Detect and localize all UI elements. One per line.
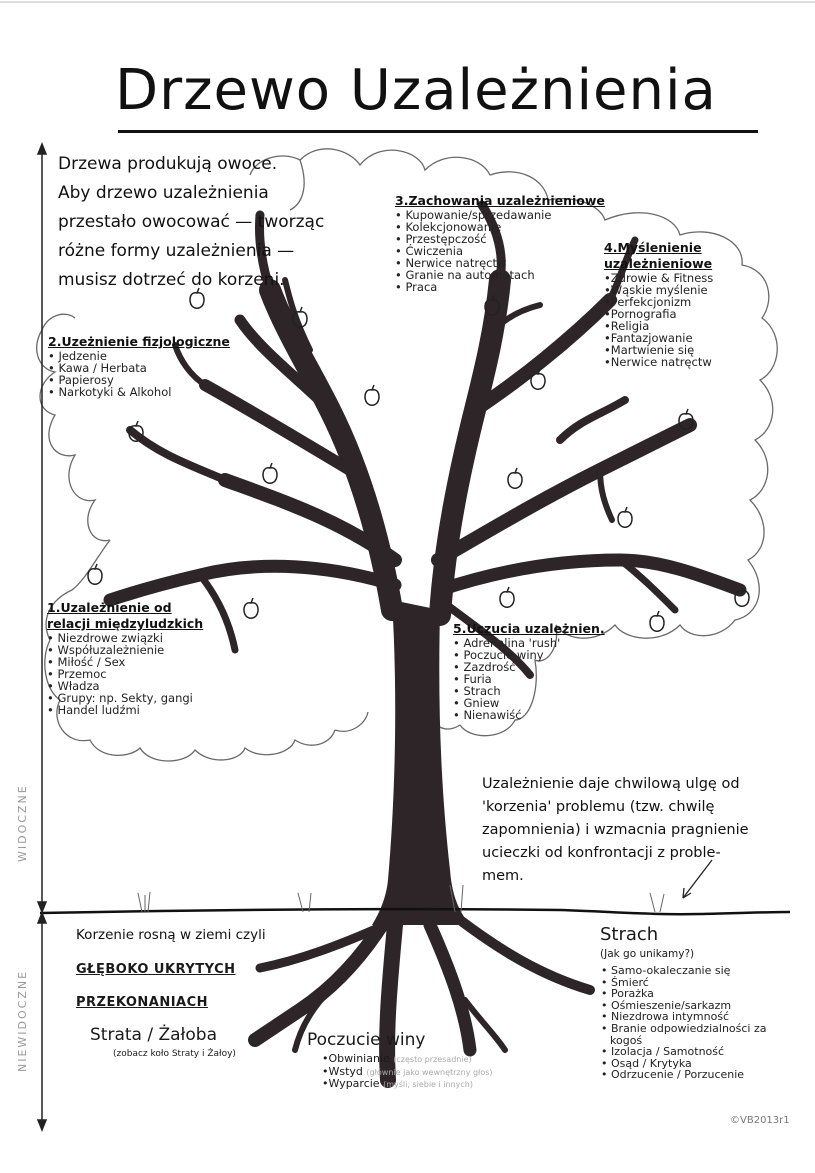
list-item: • Porażka [601,988,767,1000]
note-line: zapomnienia) i wzmacnia pragnienie [482,822,749,838]
list-item: • Kupowanie/sprzedawanie [395,209,605,221]
block-list [48,350,230,398]
intro-line: Drzewa produkują owoce. [58,154,278,174]
list-item: • Praca [395,281,605,293]
list-item-continued: kogoś [610,1033,643,1047]
apple-icon [500,587,514,607]
block-heading: 5.Uczucia uzależnien. [453,621,605,636]
relationship-addiction-block [47,600,203,716]
list-item: • Niezdrowe związki [47,632,203,644]
note-line: mem. [482,868,524,884]
loss-grief-title: Strata / Żałoba [90,1025,217,1045]
apple-icon [618,507,632,527]
intro-line: różne formy uzależnienia — [58,241,295,261]
intro-paragraph [58,150,388,295]
list-item: • Współuzależnienie [47,644,203,656]
block-list [604,272,713,368]
list-item: • Kawa / Herbata [48,362,230,374]
guilt-item-label: Wyparcie [328,1077,380,1090]
list-item: • Przemoc [47,668,203,680]
list-item: • Grupy: np. Sekty, gangi [47,692,203,704]
apple-icon [365,385,379,405]
note-line: Uzależnienie daje chwilową ulgę od [482,776,740,792]
roots-deep-line: GŁĘBOKO UKRYTYCH [76,962,236,977]
list-item: • Miłość / Sex [47,656,203,668]
list-item [322,1078,493,1091]
list-item: • Fantazjowanie [604,332,713,344]
list-item: • Ćwiczenia [395,245,605,257]
block-heading: 4.Myślenienie [604,240,702,255]
apple-icon [508,468,522,488]
list-item: • Furia [453,673,605,685]
fear-subtitle: (Jak go unikamy?) [600,948,695,960]
guilt-item-detail: (myśli, siebie i innych) [383,1080,473,1089]
list-item: • Narkotyki & Alkohol [48,386,230,398]
list-item: • Kolekcjonowanie [395,221,605,233]
behavioral-addiction-block [395,193,605,293]
fear-list [601,965,767,1081]
note-line: 'korzenia' problemu (tzw. chwilę [482,799,715,815]
list-item: • Przestępczość [395,233,605,245]
list-item: • Władza [47,680,203,692]
list-item: • Izolacja / Samotność [601,1046,767,1058]
copyright-mark: ©VB2013r1 [730,1115,790,1126]
list-item: • Gniew [453,697,605,709]
list-item: • Odrzucenie / Porzucenie [601,1069,767,1081]
intro-line: musisz dotrzeć do korzeni. [58,270,285,290]
list-item: • Samo-okaleczanie się [601,965,767,977]
guilt-item-label: Wstyd [328,1064,363,1078]
list-item: • Martwienie się [604,344,713,356]
list-item: • Poczucie winy [453,649,605,661]
list-item: • Pornografia [604,308,713,320]
apple-icon [88,564,102,584]
block-heading: uzależnieniowe [604,256,713,271]
apple-icon [263,463,277,483]
list-item: • Niezdrowa intymność [601,1011,767,1023]
list-item: • Zazdrość [453,661,605,673]
note-line: ucieczki od konfrontacji z proble- [482,845,721,861]
intro-line: Aby drzewo uzależnienia [58,183,269,203]
guilt-item-label: Obwinianie [328,1052,390,1065]
list-item: • Jedzenie [48,350,230,362]
list-item: • Śmierć [601,977,767,989]
apple-icon [650,611,664,631]
list-item: • Adrenalina 'rush' [453,637,605,649]
guilt-item-detail: (często przesadnie) [393,1055,472,1064]
list-item: • Wąskie myślenie [604,284,713,296]
left-axis-arrows [38,144,46,1130]
thinking-addiction-block [604,240,713,368]
relief-note [482,773,767,888]
block-list [47,632,203,716]
visible-side-label: WIDOCZNE [16,784,29,862]
list-item: • Strach [453,685,605,697]
page-title: Drzewo Uzależnienia [115,58,717,123]
block-heading: 2.Uzeżnienie fizjologiczne [48,334,230,349]
apple-icon [244,598,258,618]
fear-title: Strach [600,924,659,945]
invisible-side-label: NIEWIDOCZNE [16,969,29,1072]
emotional-addiction-block [453,621,605,721]
intro-line: przestało owocować — tworząc [58,212,325,232]
block-list [453,637,605,721]
roots-intro: Korzenie rosną w ziemi czyli [76,927,266,943]
block-heading: 1.Uzależnienie od [47,600,172,615]
list-item: • Religia [604,320,713,332]
list-item: • Perfekcjonizm [604,296,713,308]
guilt-title: Poczucie winy [307,1030,426,1050]
list-item: • Branie odpowiedzialności za [601,1023,767,1035]
list-item: • Papierosy [48,374,230,386]
block-heading: 3.Zachowania uzależnieniowe [395,193,605,208]
list-item: • Zdrowie & Fitness [604,272,713,284]
guilt-item-detail: (głównie jako wewnętrzny głos) [366,1067,493,1077]
guilt-list [322,1053,493,1091]
list-item: • Osąd / Krytyka [601,1058,767,1070]
block-heading: relacji międzyludzkich [47,616,204,631]
list-item: • Nienawiść [453,709,605,721]
list-item: • Nerwice natręctw [604,356,713,368]
list-item: • Handel ludźmi [47,704,203,716]
loss-grief-subtitle: (zobacz koło Straty i Żałoy) [113,1049,236,1059]
list-item: • Ośmieszenie/sarkazm [601,1000,767,1012]
list-item: • Granie na automatach [395,269,605,281]
physiological-addiction-block [48,334,230,398]
roots-beliefs-line: PRZEKONANIACH [76,995,209,1010]
list-item: • Nerwice natręctw [395,257,605,269]
block-list [395,209,605,293]
title-underline [118,130,758,133]
